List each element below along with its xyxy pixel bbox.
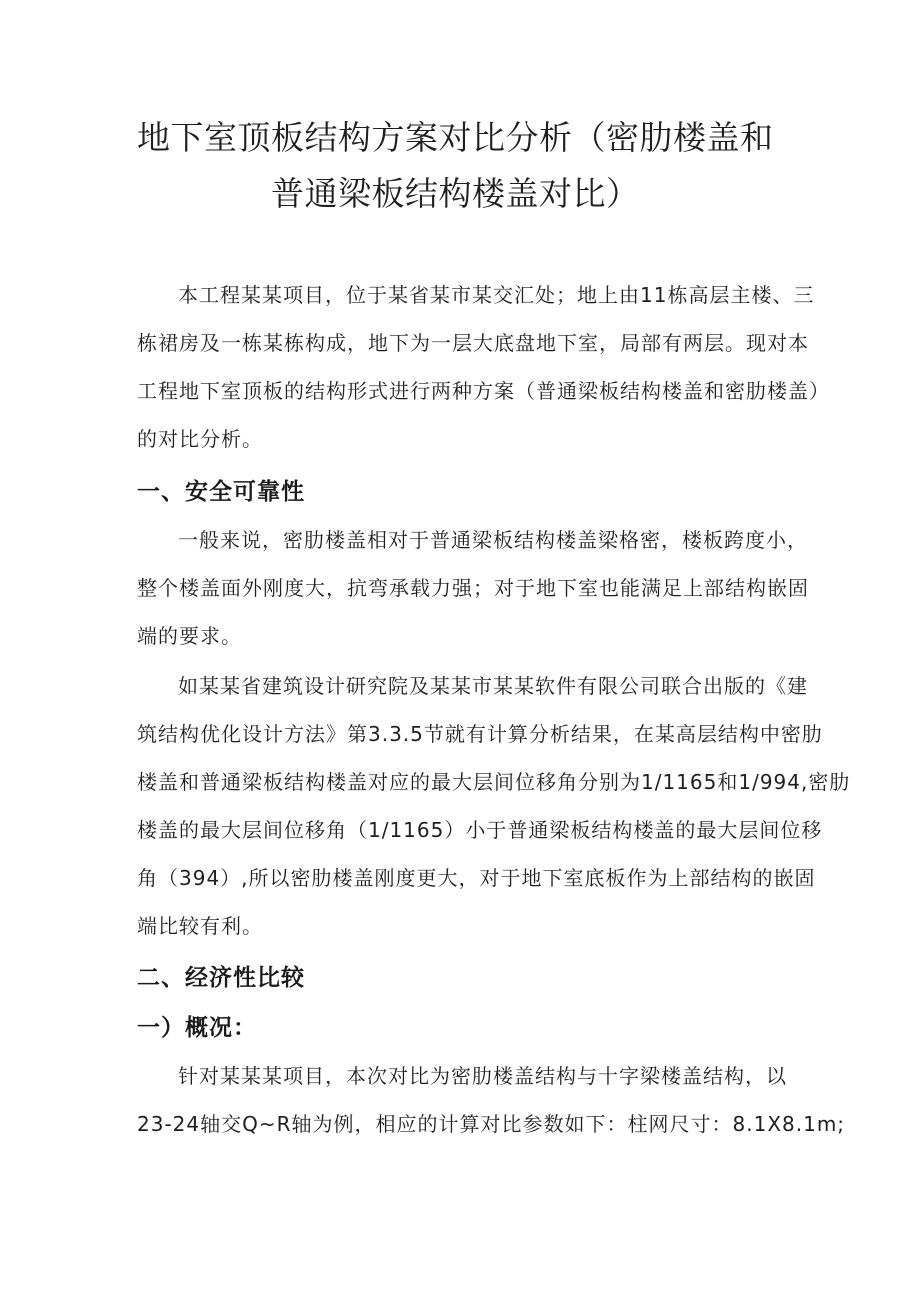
- safety-paragraph-2: [137, 662, 851, 950]
- paragraph-line: 本工程某某项目，位于某省某市某交汇处；地上由11栋高层主楼、三: [178, 283, 815, 307]
- paragraph-line: 针对某某某项目，本次对比为密肋楼盖结构与十字梁楼盖结构，以: [178, 1064, 787, 1088]
- paragraph-line: 栋裙房及一栋某栋构成，地下为一层大底盘地下室，局部有两层。现对本: [137, 331, 809, 355]
- paragraph-line: 一般来说，密肋楼盖相对于普通梁板结构楼盖梁格密，楼板跨度小，: [178, 528, 808, 552]
- paragraph-line: 楼盖和普通梁板结构楼盖对应的最大层间位移角分别为1/1165和1/994,密肋: [137, 770, 851, 794]
- paragraph-line: 角（394）,所以密肋楼盖刚度更大，对于地下室底板作为上部结构的嵌固: [137, 866, 816, 890]
- paragraph-line: 的对比分析。: [137, 427, 263, 451]
- document-title-line-2: 普通梁板结构楼盖对比）: [271, 174, 640, 213]
- paragraph-line: 工程地下室顶板的结构形式进行两种方案（普通梁板结构楼盖和密肋楼盖）: [137, 379, 830, 403]
- section-heading-economy: 二、经济性比较: [137, 965, 305, 991]
- paragraph-line: 如某某省建筑设计研究院及某某市某某软件有限公司联合出版的《建: [178, 674, 808, 698]
- paragraph-line: 楼盖的最大层间位移角（1/1165）小于普通梁板结构楼盖的最大层间位移: [137, 818, 823, 842]
- intro-paragraph: [137, 271, 830, 463]
- overview-paragraph: [137, 1052, 846, 1148]
- document-title-line-1: 地下室顶板结构方案对比分析（密肋楼盖和: [137, 118, 774, 157]
- paragraph-line: 筑结构优化设计方法》第3.3.5节就有计算分析结果，在某高层结构中密肋: [137, 722, 823, 746]
- paragraph-line: 23-24轴交Q~R轴为例，相应的计算对比参数如下：柱网尺寸：8.1X8.1m;: [137, 1112, 846, 1136]
- subsection-heading-overview: 一）概况：: [137, 1015, 257, 1041]
- section-heading-safety: 一、安全可靠性: [137, 479, 305, 505]
- paragraph-line: 端的要求。: [137, 624, 242, 648]
- safety-paragraph-1: [137, 516, 809, 660]
- paragraph-line: 整个楼盖面外刚度大，抗弯承载力强；对于地下室也能满足上部结构嵌固: [137, 576, 809, 600]
- paragraph-line: 端比较有利。: [137, 914, 263, 938]
